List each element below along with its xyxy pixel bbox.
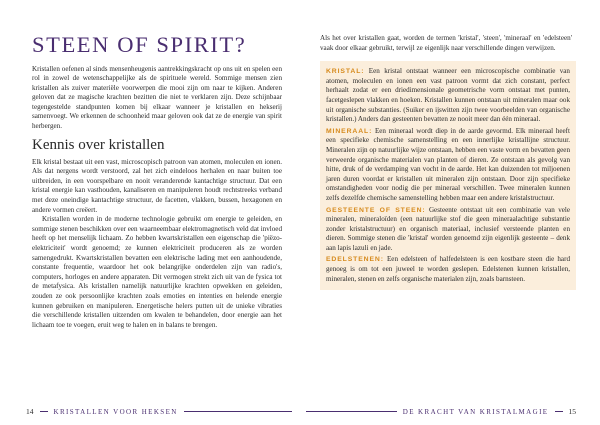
left-running-head: KRISTALLEN VOOR HEKSEN xyxy=(53,407,178,416)
definition-item xyxy=(326,127,570,204)
left-page-number: 14 xyxy=(26,407,34,416)
terms-intro-paragraph: Als het over kristallen gaat, worden de termen 'kristal', 'steen', 'mineraal' en 'edelsteen' vaak door elkaar gebruikt, terwijl ze eigenlijk naar verschillende dingen verwijzen. xyxy=(320,34,572,52)
definition-term: KRISTAL: xyxy=(326,68,365,76)
definition-item xyxy=(326,255,570,284)
definition-term: GESTEENTE OF STEEN: xyxy=(326,206,426,214)
definition-item xyxy=(326,67,570,125)
left-footer xyxy=(26,407,298,416)
right-footer xyxy=(300,407,576,416)
page-title: STEEN OF SPIRIT? xyxy=(32,32,247,57)
body-paragraph-1: Elk kristal bestaat uit een vast, microscopisch patroon van atomen, moleculen en ionen. Als dat nergens wordt verstoord, zal het zich eindeloos herhalen en naar buiten toe uitbreiden, in een voorspelbare en nooit veranderende kantachtige structuur. Dat een kristal energie kan vasthouden, kanaliseren en manipuleren houdt rechtstreeks verband met deze oneindige kantachtige structuur, de facetten, vlakken, bussen, hexagonen en andere vormen creëert. xyxy=(32,157,282,214)
definition-item xyxy=(326,206,570,254)
definition-text: Een kristal ontstaat wanneer een microscopische combinatie van atomen, moleculen en ionen een vast patroon vormt dat zich constant, perfect herhaalt zodat er een driedimensionale geometrische vorm ontstaat met punten, facetgeslepen vlakken en hoeken. Kristallen kunnen ontstaan uit mineralen maar ook uit organische substanties. (Suiker en ijswitten zijn twee voorbeelden van organische kristallen.) Anders dan gesteenten bevatten ze nooit meer dan één mineraal. xyxy=(326,67,570,124)
definition-text: Gesteente ontstaat uit een combinatie van vele mineralen, mineraloïden (een natuurlijke stof die geen mineraalachtige substantie zonder kristalstructuur) en organisch materiaal, inclusief versteende planten en dieren. Sommige stenen die 'kristal' worden genoemd zijn eigenlijk gesteente – denk aan lapis lazuli en jade. xyxy=(326,205,571,252)
definition-term: EDELSTENEN: xyxy=(326,256,384,264)
right-page-number: 15 xyxy=(568,407,576,416)
section-heading: Kennis over kristallen xyxy=(32,136,165,153)
definition-term: MINERAAL: xyxy=(326,127,373,135)
definitions-box xyxy=(320,61,576,290)
footer-rule-right xyxy=(555,411,563,412)
intro-paragraph: Kristallen oefenen al sinds mensenheugenis aantrekkingskracht op ons uit en spelen een rol in zowel de wetenschappelijke als de spirituele wereld. Sommige mensen zien kristallen als zuiver materiële voorwerpen die mooi zijn om naar te kijken. Anderen geloven dat ze magische krachten bezitten die niet te verklaren zijn. Deze schijnbaar tegengestelde standpunten komen bij elkaar wanneer je kristallen en hekserij samenvoegt. We erkennen de schoonheid maar geloven ook dat ze de energie van spirit herbergen. xyxy=(32,64,282,131)
definition-text: Een mineraal wordt diep in de aarde gevormd. Elk mineraal heeft een specifieke chemische samenstelling en een innerlijke kristallijne structuur. Mineralen zijn op natuurlijke wijze ontstaan, hebben een vaste vorm en bevatten geen verweerde organische materialen van planten of dieren. Ze ontstaan als gevolg van hitte, druk of de verdamping van vocht in de aarde. Het kan duizenden tot miljoenen jaren duren voordat er kristallen uit mineralen zijn ontstaan. Door zijn specifieke omstandigheden voor nodig die per mineraal verschillen. Twee mineralen kunnen zelfs dezelfde chemische samenstelling hebben maar een andere kristalstructuur. xyxy=(326,126,570,202)
body-paragraph-2: Kristallen worden in de moderne technologie gebruikt om energie te geleiden, en sommige stenen beschikken over een waarneembaar elektromagnetisch veld dat invloed heeft op het menselijk lichaam. Zo hebben kwartskristallen een eigenschap die 'piëzo-elektriciteit' wordt genoemd; ze kunnen elektriciteit produceren als ze worden samengedrukt. Kwartskristallen bevatten een elektrische lading met een aanhoudende, constante frequentie, waardoor het ook belangrijke onderdelen zijn van radio's, computers, horloges en andere apparaten. Dit vermogen strekt zich uit van de fysica tot de metafysica. Als kristallen namelijk natuurlijke krachten opwekken en geleiden, zouden ze ook persoonlijke krachten zoals emoties en intenties en helende energie kunnen gebruiken en manipuleren. Energetische helers putten uit de unieke vibraties die verschillende kristallen uitzenden om kwalen te behandelen, door energie aan het lichaam toe te voegen, eruit weg te halen en in balans te brengen. xyxy=(32,215,282,329)
right-page xyxy=(300,0,600,425)
definition-text: Een edelsteen of halfedelsteen is een kostbare steen die hard genoeg is om tot een juweel te worden geslepen. Edelstenen kunnen kristallen, mineralen, stenen en zelfs organische materialen zijn, zoals barnsteen. xyxy=(326,255,570,283)
footer-rule xyxy=(306,411,397,412)
footer-rule-left xyxy=(40,411,48,412)
right-running-head: DE KRACHT VAN KRISTALMAGIE xyxy=(402,407,549,416)
footer-rule xyxy=(184,411,292,412)
